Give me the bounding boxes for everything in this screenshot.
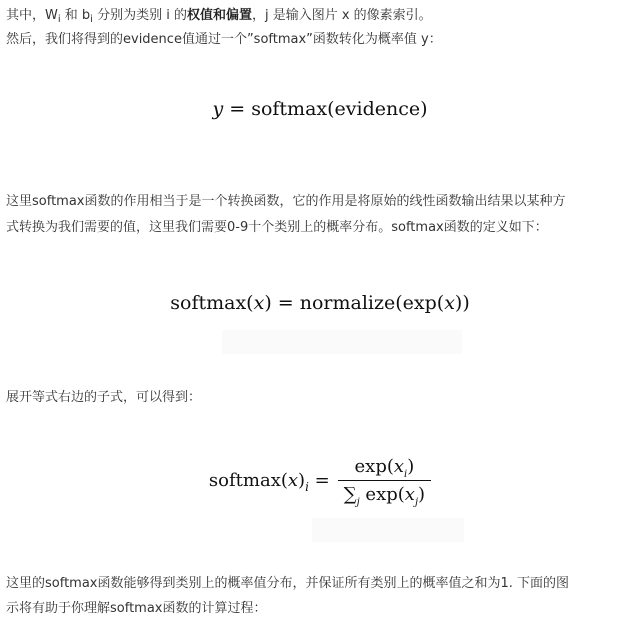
paragraph-softmax-role-line2: 式转换为我们需要的值，这里我们需要0-9十个类别上的概率分布。softmax函数的定义如下： — [6, 220, 548, 235]
paragraph-probability-line1: 这里的softmax函数能够得到类别上的概率值分布，并保证所有类别上的概率值之和为1. 下面的图 — [6, 576, 570, 591]
paragraph-softmax-intro: 然后，我们将得到的evidence值通过一个”softmax”函数转化为概率值 y： — [6, 32, 442, 47]
fraction-numerator: $\exp(x_i)$ — [338, 456, 431, 481]
fraction — [338, 456, 431, 508]
equation-softmax-expanded: $softmax(x)_i$ = $\frac{\exp(x_i)}{\sum_j \exp(x_j)}$ — [0, 456, 640, 505]
equation-shadow — [312, 518, 464, 542]
equation-y-softmax: y = softmax(evidence) — [212, 98, 428, 120]
equation-shadow — [222, 330, 462, 354]
paragraph-weights-bias: 其中，$W_i$ 和 $b_i$ 分别为类别 i 的权值和偏置，j 是输入图片 x 的像素索引。 — [6, 8, 432, 25]
bold-term: 权值和偏置 — [186, 8, 252, 23]
paragraph-expand: 展开等式右边的子式，可以得到： — [6, 390, 202, 405]
paragraph-softmax-role-line1: 这里softmax函数的作用相当于是一个转换函数，它的作用是将原始的线性函数输出结果以某种方 — [6, 194, 566, 209]
fraction-denominator: $\sum_j$ $\exp(x_j)$ — [343, 484, 426, 508]
equation-softmax-definition: softmax(x) = normalize(exp(x)) — [170, 292, 470, 314]
paragraph-probability-line2: 示将有助于你理解softmax函数的计算过程： — [6, 601, 267, 616]
